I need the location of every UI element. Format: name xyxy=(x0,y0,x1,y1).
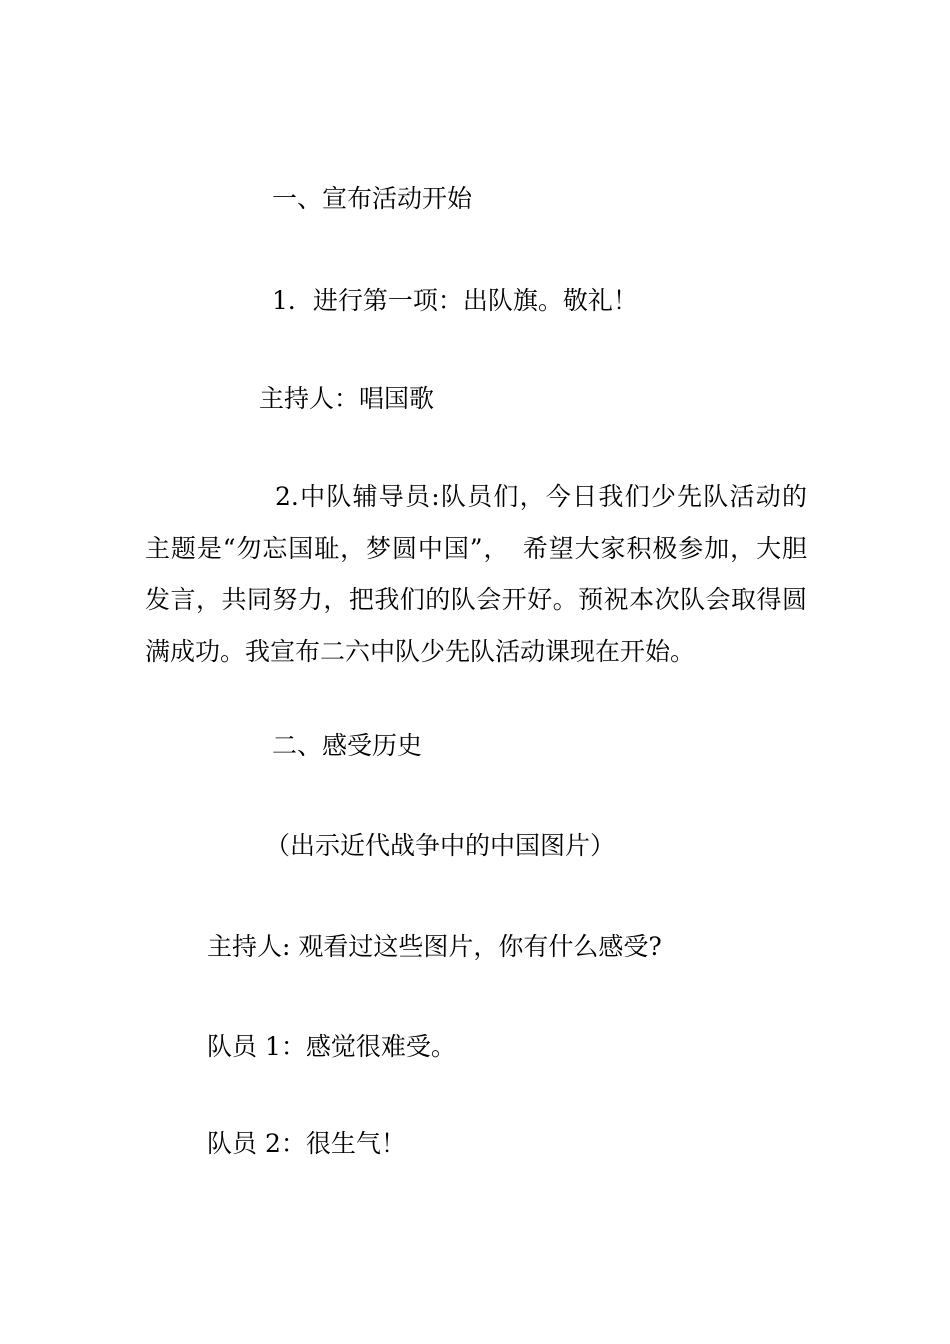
member-2-reply: 队员 2：很生气！ xyxy=(207,1129,406,1158)
image-note: （出示近代战争中的中国图片） xyxy=(265,831,616,860)
host-line-question: 主持人: 观看过这些图片，你有什么感受? xyxy=(207,932,662,961)
section-heading-2: 二、感受历史 xyxy=(272,731,423,760)
member-1-reply: 队员 1：感觉很难受。 xyxy=(207,1032,456,1061)
item-2-paragraph xyxy=(145,471,807,677)
item-2-text: 2.中队辅导员:队员们，今日我们少先队活动的主题是“勿忘国耻，梦圆中国”， 希望大家积极参加，大胆发言，共同努力，把我们的队会开好。预祝本次队会取得圆满成功。我宣布二六中队少先队活动课现在开始。 xyxy=(145,482,807,666)
section-heading-1: 一、宣布活动开始 xyxy=(272,184,473,213)
item-1-text: 1．进行第一项：出队旗。敬礼！ xyxy=(272,286,638,315)
host-line-anthem: 主持人：唱国歌 xyxy=(259,384,435,413)
